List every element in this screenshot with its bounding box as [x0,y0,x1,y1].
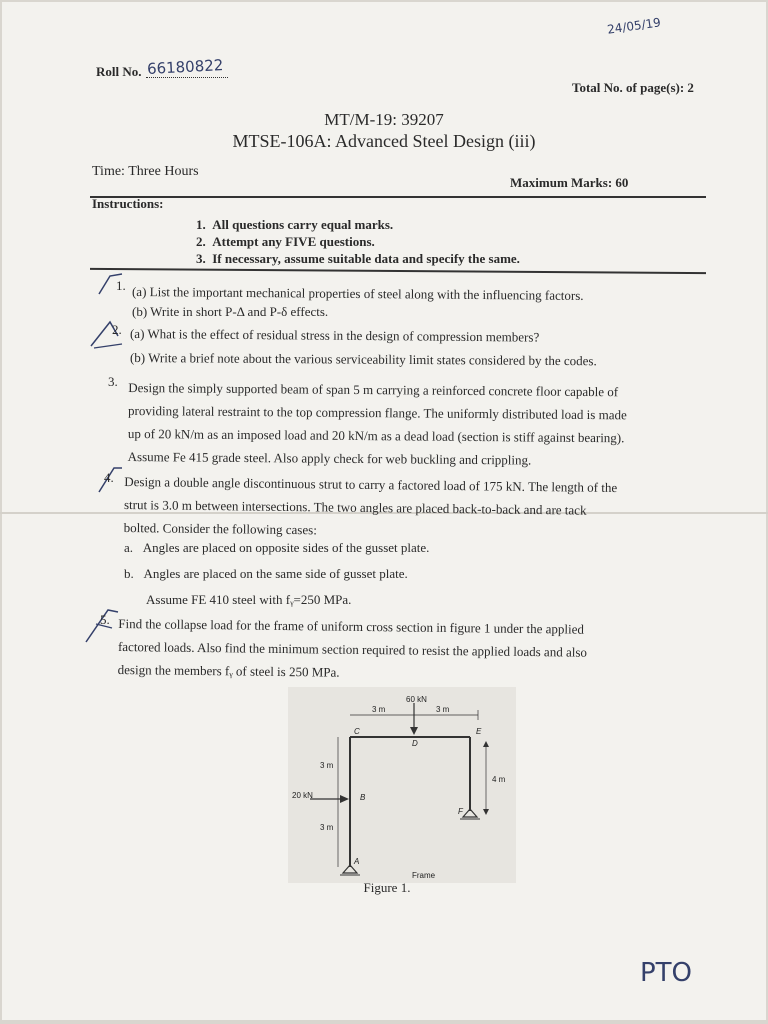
header-rule [90,196,706,198]
height-right-label: 4 m [492,775,506,784]
node-f-label: F [458,807,463,816]
roll-label: Roll No. [96,64,142,79]
q1a-text: (a) List the important mechanical properties of steel along with the influencing factors. [131,284,584,303]
height-upper-label: 3 m [320,761,334,770]
span-left-label: 3 m [372,705,386,714]
instruction-item: 1. All questions carry equal marks. [196,217,394,232]
pto-note: PTO [640,958,693,988]
span-right-label: 3 m [436,705,450,714]
figure-caption: Figure 1. [363,880,411,895]
question-number: 1. [116,278,126,293]
question-number: 4. [104,470,114,485]
arrow-down-icon [410,727,418,735]
load-top-label: 60 kN [406,695,427,704]
handwritten-date: 24/05/19 [606,15,662,37]
max-marks: Maximum Marks: 60 [510,175,629,190]
q4-text: Design a double angle discontinuous strut to carry a factored load of 175 kN. The length of the strut is 3.0 m between intersections. The two angles are placed back-to-back and are tack bolted. Consider the following cases: [123,474,618,538]
node-c-label: C [354,727,360,736]
node-d-label: D [412,739,418,748]
q2b-text: (b) Write a brief note about the various serviceability limit states considered by the codes. [129,350,597,369]
q4-assume: Assume FE 410 steel with fᵧ=250 MPa. [146,592,352,607]
roll-number: 66180822 [146,56,224,78]
q3-text: Design the simply supported beam of span 5 m carrying a reinforced concrete floor capable of providing lateral restraint to the top compression flange. The uniformly distributed load is made up of 20 kN/m as an imposed load and 20 kN/m as a dead load (section is stiff against bearing). Assume Fe 415 grade steel. Also apply check for web buckling and crippling. [127,380,627,468]
q1b-text: (b) Write in short P-Δ and P-δ effects. [132,304,329,319]
q4-case-a: a. Angles are placed on opposite sides of the gusset plate. [124,540,430,555]
node-e-label: E [476,727,482,736]
question-number: 3. [108,374,118,389]
node-b-label: B [360,793,366,802]
total-pages: Total No. of page(s): 2 [572,80,694,95]
q4-case-b: b. Angles are placed on the same side of gusset plate. [124,566,408,581]
load-side-label: 20 kN [292,791,313,800]
roll-dotted-line [146,77,228,78]
frame-label: Frame [412,871,436,880]
question-number: 2. [112,322,122,337]
height-lower-label: 3 m [320,823,334,832]
time-label: Time: Three Hours [92,164,199,179]
instruction-item: 2. Attempt any FIVE questions. [196,234,375,249]
q2a-text: (a) What is the effect of residual stress in the design of compression members? [129,326,540,345]
instructions-label: Instructions: [92,196,164,211]
frame-diagram [288,687,516,883]
course-title: MTSE-106A: Advanced Steel Design (iii) [232,131,536,151]
question-number: 5. [100,612,110,627]
q5-text: Find the collapse load for the frame of uniform cross section in figure 1 under the applied factored loads. Also find the minimum section required to resist the applied loads and also design the members fᵧ of steel is 250 MPa. [117,616,588,680]
node-a-label: A [354,857,360,866]
frame-figure [288,687,516,883]
instruction-item: 3. If necessary, assume suitable data and specify the same. [196,251,520,266]
paper-code: MT/M-19: 39207 [324,110,444,129]
